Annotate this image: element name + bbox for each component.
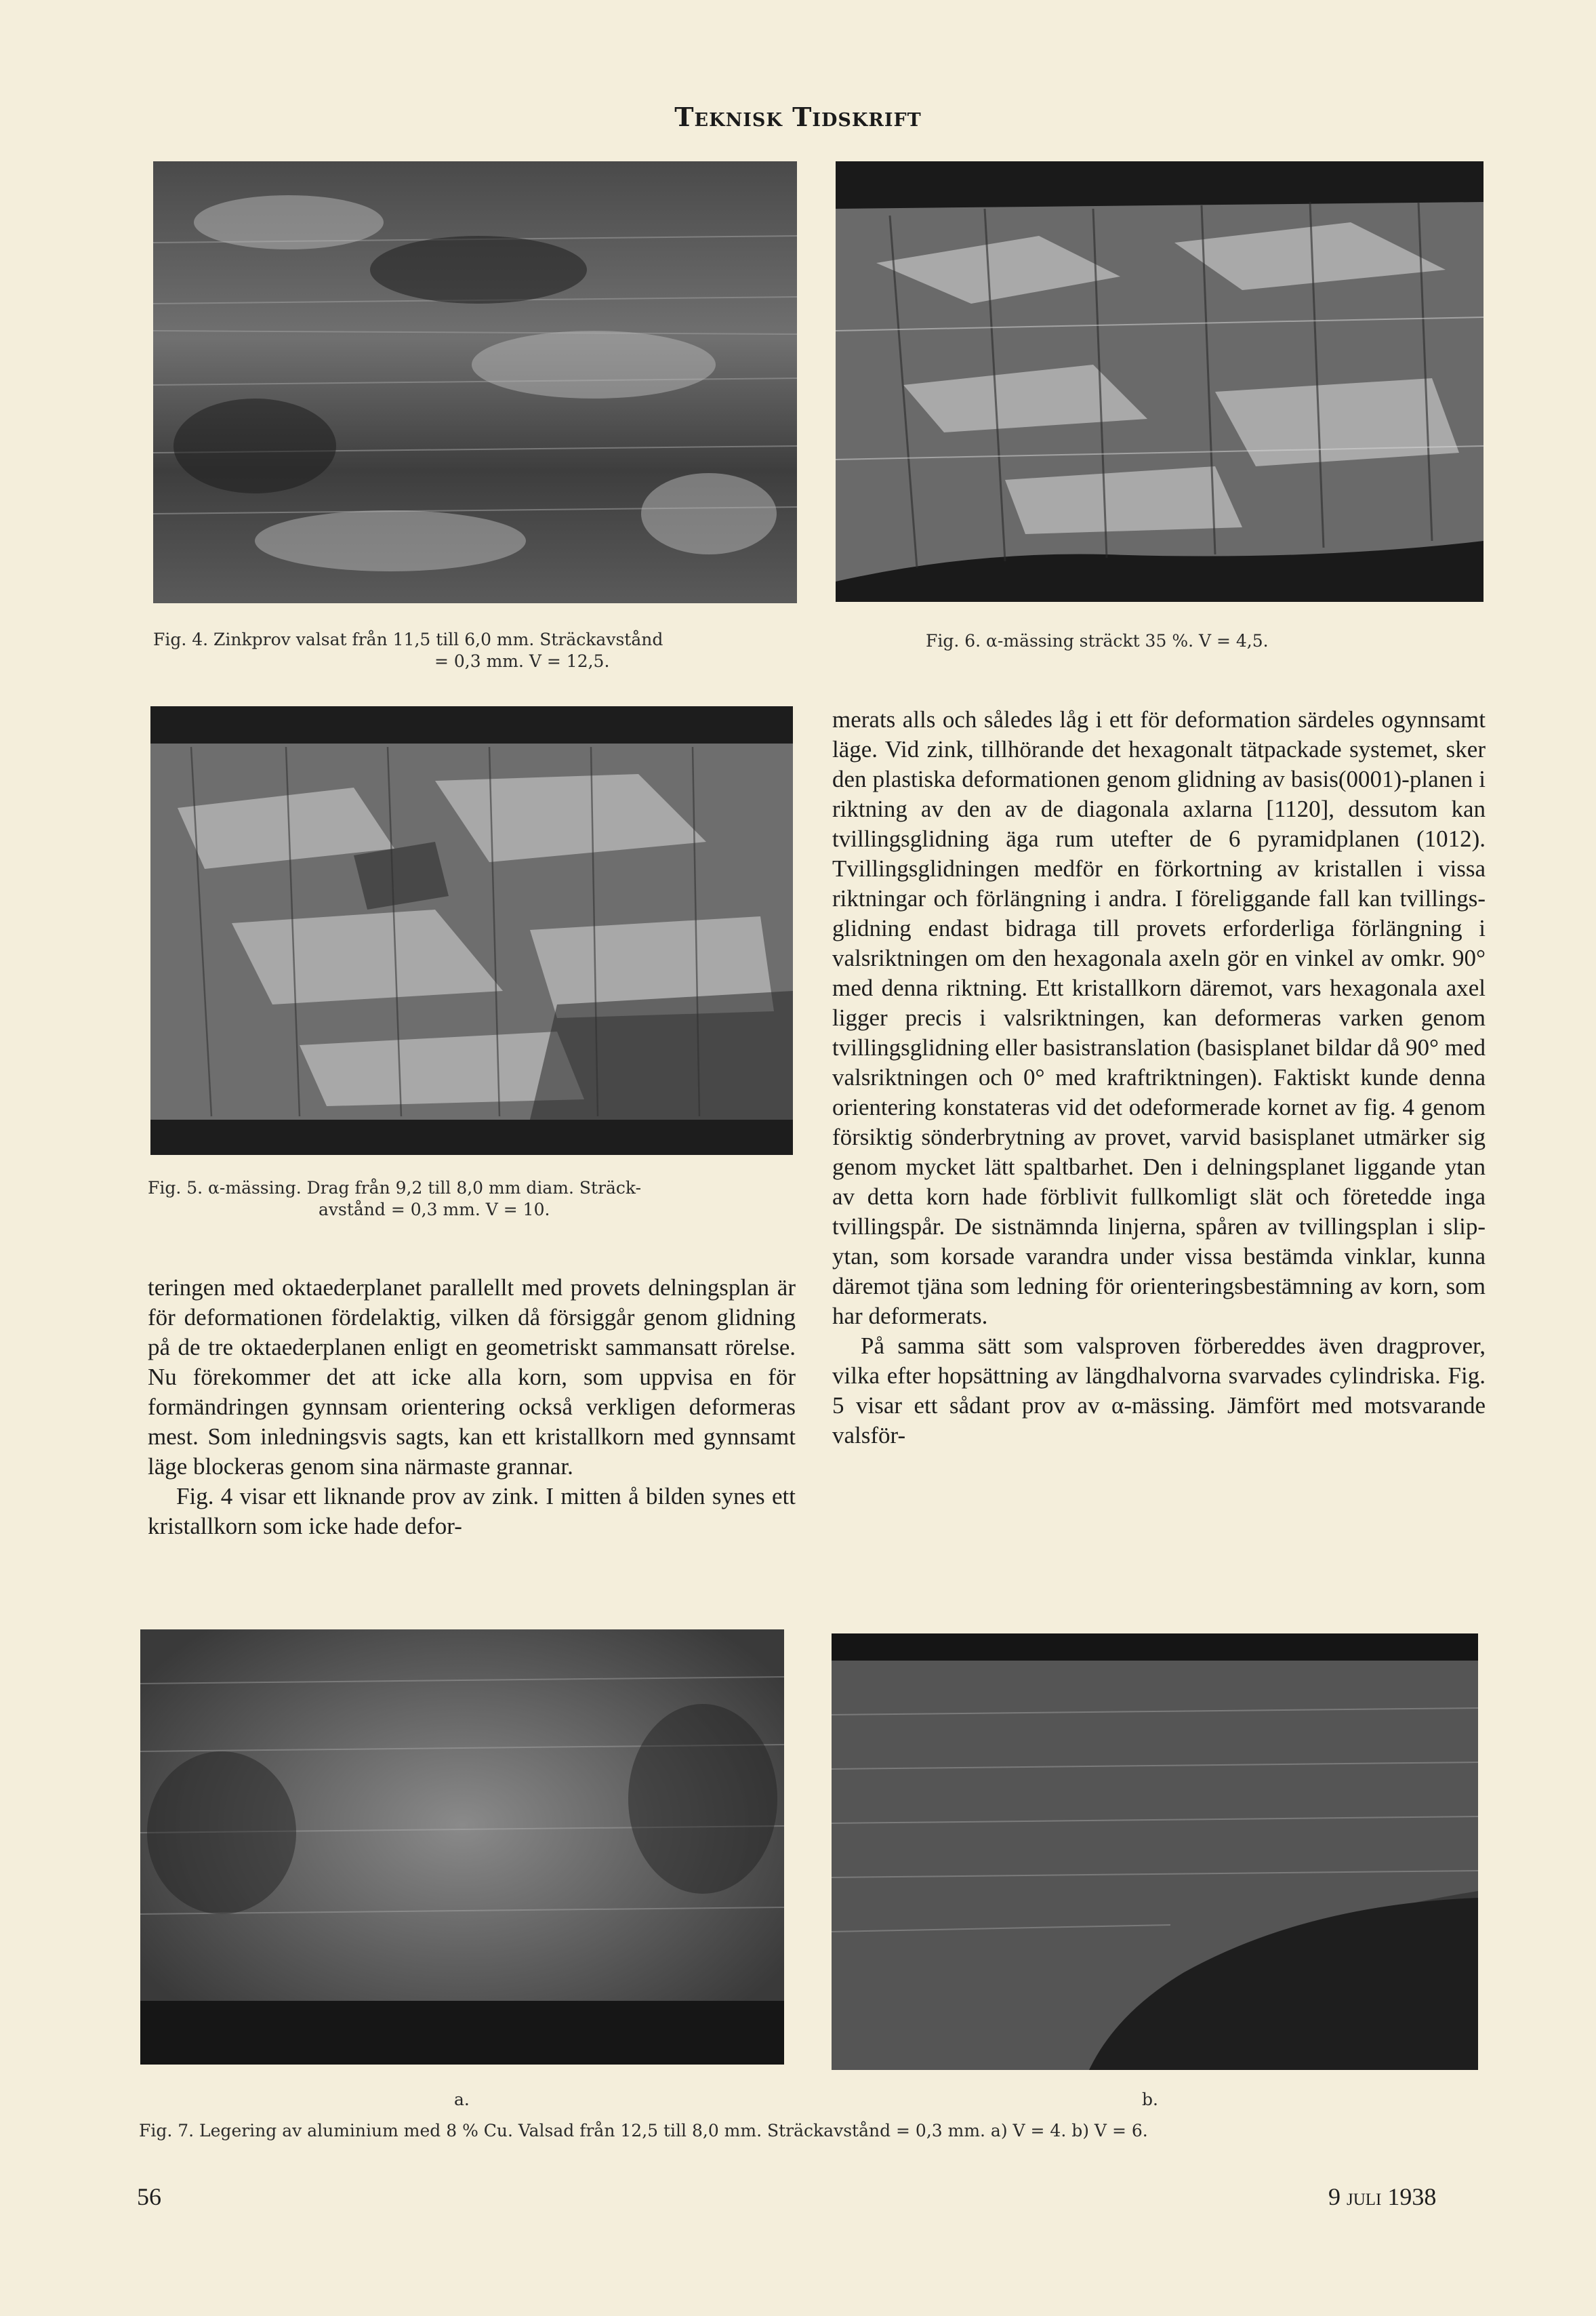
figure-4-photo — [153, 161, 797, 603]
right-column-text — [832, 705, 1486, 1450]
right-paragraph-1: merats alls och således låg i ett för deformation särdeles ogynnsamt läge. Vid zink, tillhörande det hexagonalt tätpackade systemet, sker den plastiska deformationen genom glidning av basis(0001)-planen i riktning av den av de diagonala axlarna [1120], dessutom kan tvillingsglidning äga rum utefter de 6 pyramidplanen (1012). Tvillingsglidningen medför en förkortning av kristallen i vissa riktningar och förlängning i andra. I föreliggande fall kan tvillingsglidning endast bidraga till provets erforderliga förlängning i valsriktningen om den hexagonala axeln gör en vinkel av omkr. 90° med denna riktning. Ett kristallkorn däremot, vars hexagonala axel ligger precis i valsriktningen, kan deformeras varken genom tvillingsglidning eller basistranslation (basisplanet bildar då 90° med valsriktningen och 0° med kraftriktningen). Faktiskt kunde denna orientering konstateras vid det odeformerade kornet av fig. 4 genom försiktig sönderbrytning av provet, varvid basisplanet utmärker sig genom mycket lätt spaltbarhet. Den i delningsplanet liggande ytan av detta korn hade förblivit fullkomligt slät och företedde inga tvillingspår. De sistnämnda linjerna, spåren av tvillingsplan i slipytan, som korsade varandra under vissa bestämda vinklar, kunna däremot tjäna som ledning för orienteringsbestämning av korn, som har deformerats. — [832, 706, 1486, 1329]
figure-7b-label: b. — [1142, 2090, 1158, 2109]
figure-7a-label: a. — [454, 2090, 470, 2109]
figure-4-caption-line-2: = 0,3 mm. V = 12,5. — [434, 651, 610, 671]
right-paragraph-2: På samma sätt som valsproven förbereddes även dragprover, vilka efter hopsättning av längdhalvorna svarvades cylindriska. Fig. 5 visar ett sådant prov av α-mässing. Jämfört med motsvarande valsför- — [832, 1333, 1486, 1448]
left-paragraph-1: teringen med oktaederplanet parallellt med provets delningsplan är för deformationen fördelaktig, vilken då försiggår genom glidning på de tre oktaederplanen enligt en geometriskt sammansatt rörelse. Nu förekommer det att icke alla korn, som uppvisa en för formändringen gynnsam orientering också verkligen deformeras mest. Som inledningsvis sagts, kan ett kristallkorn med gynnsamt läge blockeras genom sina närmaste grannar. — [148, 1274, 796, 1480]
figure-5-caption-line-2: avstånd = 0,3 mm. V = 10. — [319, 1200, 550, 1219]
journal-header: Teknisk Tidskrift — [674, 102, 922, 132]
figure-6-photo — [836, 161, 1484, 602]
figure-5-caption — [148, 1177, 819, 1221]
figure-5-caption-line-1: Fig. 5. α-mässing. Drag från 9,2 till 8,0 mm diam. Sträck- — [148, 1178, 642, 1198]
left-paragraph-2: Fig. 4 visar ett liknande prov av zink. I mitten å bilden synes ett kristallkorn som icke hade defor- — [148, 1483, 796, 1539]
figure-7b-photo — [832, 1633, 1478, 2070]
page-number: 56 — [137, 2183, 161, 2210]
left-column-text — [148, 1273, 796, 1541]
figure-6-caption: Fig. 6. α-mässing sträckt 35 %. V = 4,5. — [926, 631, 1269, 651]
figure-5-photo — [150, 706, 793, 1155]
issue-date: 9 juli 1938 — [1328, 2183, 1437, 2210]
figure-4-caption-line-1: Fig. 4. Zinkprov valsat från 11,5 till 6,0 mm. Sträckavstånd — [153, 630, 663, 649]
figure-4-caption — [153, 629, 817, 672]
figure-7-caption: Fig. 7. Legering av aluminium med 8 % Cu. Valsad från 12,5 till 8,0 mm. Sträckavstånd = 0,3 mm. a) V = 4. b) V = 6. — [139, 2121, 1148, 2140]
figure-7a-photo — [140, 1629, 784, 2065]
